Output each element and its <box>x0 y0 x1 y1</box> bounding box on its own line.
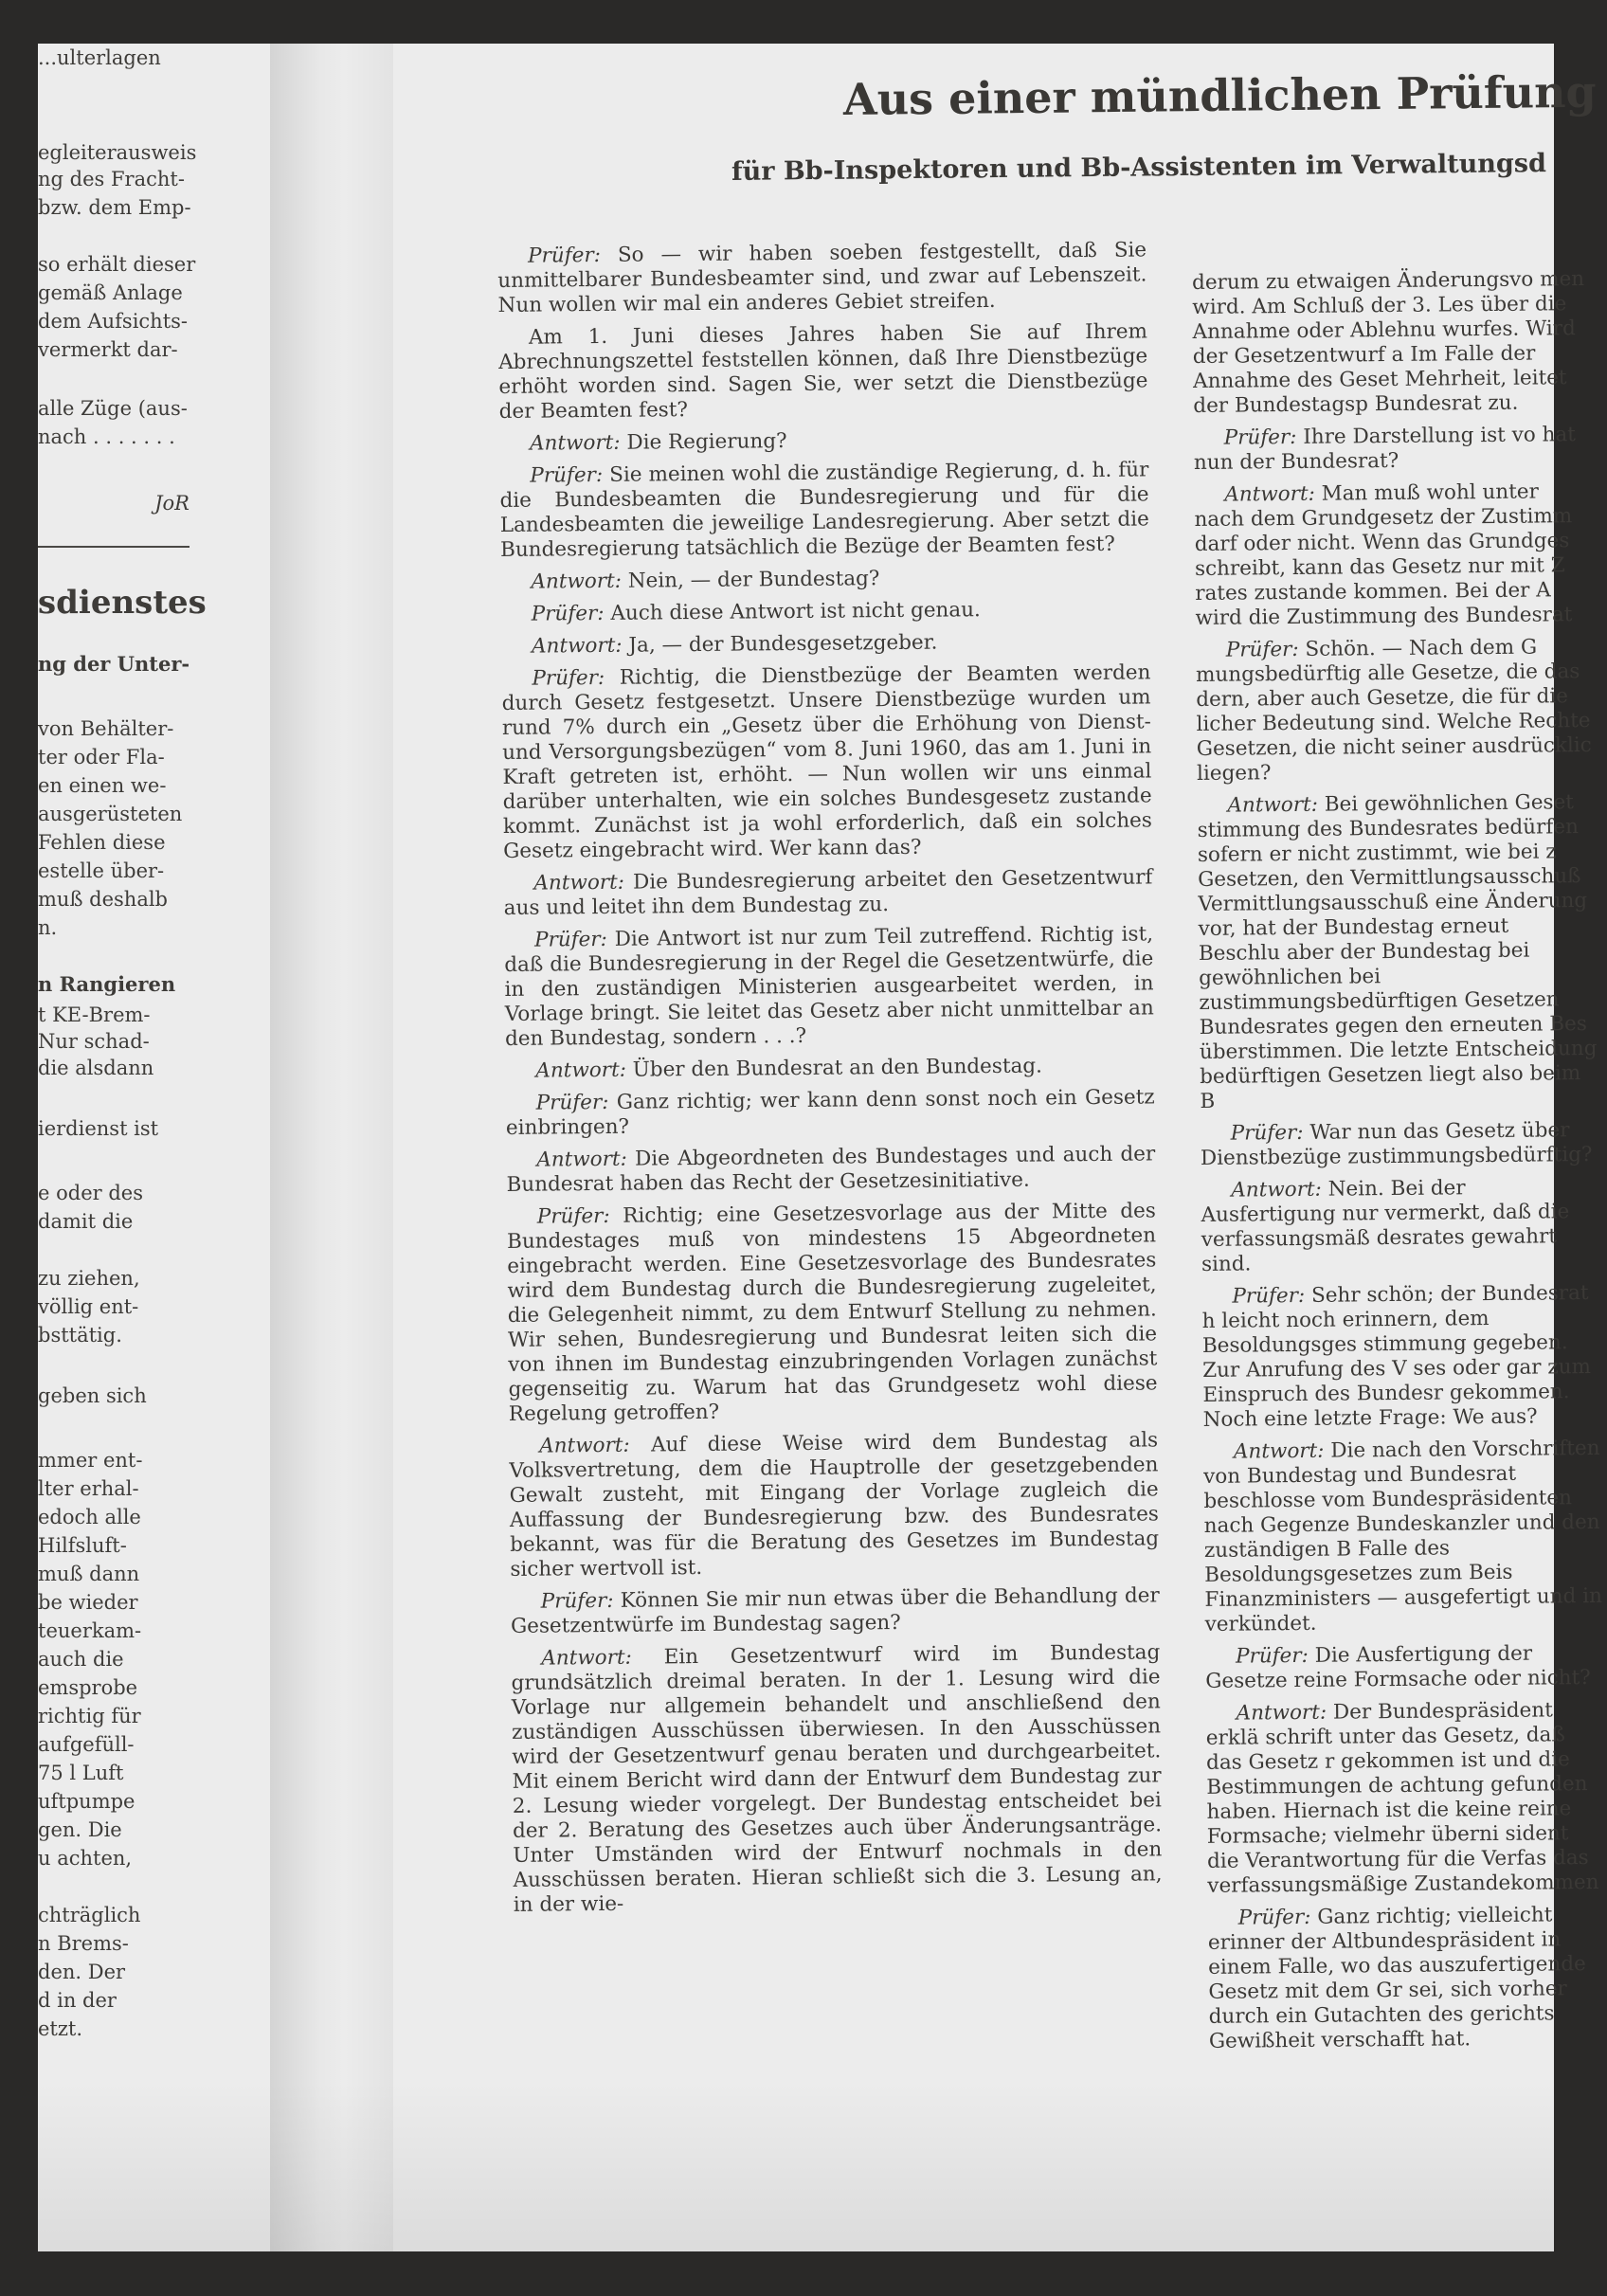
left-page-line: ter oder Fla- <box>38 746 165 768</box>
paragraph-text: Die Bundesregierung arbeitet den Gesetzentwurf aus und leitet ihn dem Bundestag zu. <box>503 865 1153 920</box>
left-page-line: estelle über- <box>38 859 165 882</box>
left-page-line: d in der <box>38 1989 117 2012</box>
left-page-line: auch die <box>38 1648 124 1671</box>
dialogue-paragraph <box>1192 267 1591 419</box>
paragraph-text: Ihre Darstellung ist vo hat nun der Bundesrat? <box>1193 423 1576 475</box>
paragraph-text: Richtig, die Dienstbezüge der Beamten werden durch Gesetz festgesetzt. Unsere Dienstbezüge wurden um rund 7% durch ein „Gesetz über die Erhöhung von Dienst- und Versorgungsbezügen“ vom 8. Juni 1960, das am 1. Juni in Kraft getreten ist, erhöht. — Nun wollen wir uns einmal darüber unterhalten, wie ein solches Bundesgesetz zustande kommt. Zunächst ist ja wohl erforderlich, daß ein solches Gesetz eingebracht wird. Wer kann das? <box>501 660 1152 863</box>
paragraph-text: Sehr schön; der Bundesrat h leicht noch erinnern, dem Besoldungsges stimmung gegeben. Zur Anrufung des V ses oder gar zum Einspruch des Bundesr gekommen. Noch eine letzte Frage: We aus? <box>1201 1281 1592 1432</box>
speaker-label: Antwort: <box>1231 1177 1322 1202</box>
paragraph-text: derum zu etwaigen Änderungsvo men wird. Am Schluß der 3. Les über die Annahme oder Ablehnu wurfes. Wird der Gesetzentwurf a Im Falle der Annahme des Geset Mehrheit, leitet der Bundestagsp Bundesrat zu. <box>1192 267 1585 418</box>
left-page-line: ierdienst ist <box>38 1117 159 1140</box>
left-page-column <box>38 44 258 2251</box>
speaker-label: Prüfer: <box>531 601 605 626</box>
left-page-line: t KE-Brem- <box>38 1003 151 1026</box>
left-page-line: chträglich <box>38 1904 141 1926</box>
paragraph-text: Man muß wohl unter nach dem Grundgesetz der Zustimm darf oder nicht. Wenn das Grundges schreibt, kann das Gesetz nur mit Z rates zustande kommen. Bei der A wird die Zustimmung des Bundesrat <box>1194 479 1573 630</box>
left-page-line: aufgefüll- <box>38 1733 135 1756</box>
left-page-line: be wieder <box>38 1591 138 1614</box>
speaker-label: Antwort: <box>531 569 623 594</box>
left-page-line: 75 l Luft <box>38 1762 124 1784</box>
speaker-label: Antwort: <box>536 1147 627 1172</box>
paragraph-text: Können Sie mir nun etwas über die Behandlung der Gesetzentwürfe im Bundestag sagen? <box>510 1583 1160 1638</box>
dialogue-paragraph <box>1201 1175 1599 1277</box>
left-page-line: alle Züge (aus- <box>38 397 188 420</box>
paragraph-text: So — wir haben soeben festgestellt, daß Sie unmittelbarer Bundesbeamter sind, und zwar auf Lebenszeit. Nun wollen wir mal ein anderes Gebiet streifen. <box>497 238 1147 317</box>
dialogue-paragraph <box>497 238 1147 318</box>
left-page-line: ng der Unter- <box>38 652 190 676</box>
speaker-label: Prüfer: <box>1232 1283 1306 1309</box>
dialogue-paragraph <box>1196 635 1595 786</box>
left-page-line: nach . . . . . . . <box>38 425 175 448</box>
dialogue-paragraph <box>501 660 1152 864</box>
speaker-label: Prüfer: <box>540 1588 614 1614</box>
left-page-line: vermerkt dar- <box>38 338 178 361</box>
speaker-label: Antwort: <box>541 1645 632 1671</box>
page-fold-shadow <box>270 44 393 2251</box>
left-page-line: e oder des <box>38 1182 143 1204</box>
dialogue-paragraph <box>505 1053 1154 1084</box>
dialogue-paragraph <box>1205 1698 1605 1899</box>
dialogue-paragraph <box>507 1199 1158 1427</box>
dialogue-paragraph <box>504 922 1154 1052</box>
dialogue-paragraph <box>511 1640 1163 1918</box>
left-page-line: dem Aufsichts- <box>38 310 189 333</box>
speaker-label: Antwort: <box>531 633 623 659</box>
dialogue-paragraph <box>501 628 1150 660</box>
speaker-label: Prüfer: <box>536 1203 610 1229</box>
left-page-line: so erhält dieser <box>38 253 196 276</box>
speaker-label: Prüfer: <box>532 665 605 691</box>
paragraph-text: Über den Bundesrat an den Bundestag. <box>632 1054 1043 1082</box>
paragraph-text: Die nach den Vorschriften von Bundestag und Bundesrat beschlosse vom Bundespräsidenten nach Gegenze Bundeskanzler und den zuständigen B Falle des Besoldungsgesetzes zum Beis Finanzministers — ausgefertigt und in verkündet. <box>1203 1436 1602 1636</box>
dialogue-paragraph <box>501 596 1150 627</box>
left-page-line: zu ziehen, <box>38 1267 140 1290</box>
speaker-label: Prüfer: <box>1225 637 1299 662</box>
paragraph-text: Bei gewöhnlichen Geset stimmung des Bundesrates bedürfen sofern er nicht zustimmt, wie bei z Gesetzen, den Vermittlungsausschuß Vermittlungsausschuß eine Änderung vor, hat der Bundestag erneut Beschlu aber der Bundestag bei gewöhnlichen bei zustimmungsbedürftigen Gesetzen Bundesrates gegen den erneuten Bes überstimmen. Die letzte Entscheidung bedürftigen Gesetzen liegt also beim B <box>1197 790 1598 1113</box>
speaker-label: Prüfer: <box>533 927 607 952</box>
dialogue-paragraph <box>1205 1641 1603 1694</box>
dialogue-paragraph <box>506 1085 1155 1141</box>
dialogue-paragraph <box>1201 1281 1600 1433</box>
dialogue-paragraph <box>499 425 1148 457</box>
dialogue-paragraph <box>511 1583 1160 1639</box>
paragraph-text: Nein. Bei der Ausfertigung nur vermerkt, daß die verfassungsmäß desrates gewahrt sind. <box>1201 1176 1570 1276</box>
dialogue-paragraph <box>1201 1118 1598 1171</box>
dialogue-paragraph <box>1208 1903 1607 2054</box>
left-page-line: Hilfsluft- <box>38 1534 127 1557</box>
left-page-line: JoR <box>154 492 190 515</box>
left-page-line: n Rangieren <box>38 972 176 996</box>
left-page-line: die alsdann <box>38 1057 154 1079</box>
dialogue-paragraph <box>509 1428 1159 1582</box>
paragraph-text: War nun das Gesetz über Dienstbezüge zustimmungsbedürftig? <box>1200 1118 1593 1170</box>
newspaper-page <box>38 44 1602 2251</box>
paragraph-text: Richtig; eine Gesetzesvorlage aus der Mitte des Bundestages muß von mindestens 15 Abgeordneten eingebracht werden. Eine Gesetzesvorlage des Bundesrates wird dem Bundestag durch die Bundesregierung zugeleitet, die Gelegenheit nimmt, zu dem Entwurf Stellung zu nehmen. Wir sehen, Bundesregierung und Bundesrat leiten sich die von ihnen im Bundestag einzubringenden Vorlagen zunächst gegenseitig zu. Warum hat das Grundgesetz wohl diese Regelung getroffen? <box>506 1199 1158 1426</box>
paragraph-text: Sie meinen wohl die zuständige Regierung, d. h. für die Bundesbeamten die Bundesregierung und für die Landesbeamten die jeweilige Landesregierung. Aber setzt die Bundesregierung tatsächlich die Bezüge der Beamten fest? <box>499 458 1149 562</box>
left-page-line: gen. Die <box>38 1818 122 1841</box>
speaker-label: Prüfer: <box>1235 1643 1309 1669</box>
speaker-label: Antwort: <box>535 1058 627 1083</box>
left-page-line: sdienstes <box>38 584 207 622</box>
column-divider-rule <box>38 546 190 548</box>
left-page-line: ng des Fracht- <box>38 168 185 190</box>
left-page-line: emsprobe <box>38 1676 138 1699</box>
paragraph-text: Die Abgeordneten des Bundestages und auch der Bundesrat haben das Recht der Gesetzesinitiative. <box>506 1142 1156 1197</box>
left-page-line: den. Der <box>38 1961 126 1983</box>
paragraph-text: Schön. — Nach dem G mungsbedürftig alle Gesetze, die das dern, aber auch Gesetze, die für die licher Bedeutung sind. Welche Rechte Gesetzen, die nicht seiner ausdrücklic liegen? <box>1195 635 1592 786</box>
left-page-line: n. <box>38 916 58 939</box>
paragraph-text: Ganz richtig; wer kann denn sonst noch ein Gesetz einbringen? <box>505 1085 1155 1140</box>
speaker-label: Prüfer: <box>1223 425 1297 450</box>
left-page-line: muß dann <box>38 1563 140 1585</box>
dialogue-paragraph <box>1203 1437 1603 1637</box>
dialogue-paragraph <box>499 458 1149 563</box>
left-page-line: muß deshalb <box>38 888 168 911</box>
speaker-label: Prüfer: <box>527 243 602 268</box>
left-page-line: u achten, <box>38 1847 133 1870</box>
speaker-label: Antwort: <box>1224 481 1315 507</box>
left-page-line: ausgerüsteten <box>38 803 183 825</box>
left-page-line: geben sich <box>38 1384 147 1407</box>
paragraph-text: Ja, — der Bundesgesetzgeber. <box>628 630 938 658</box>
paragraph-text: Die Antwort ist nur zum Teil zutreffend. Richtig ist, daß die Bundesregierung in der Regel die Gesetzentwürfe, die in den zuständigen Ministerien ausgearbeitet werden, in Vorlage bringt. Sie leitet das Gesetz aber nicht unmittelbar an den Bundestag, sondern . . .? <box>504 922 1154 1051</box>
left-page-line: teuerkam- <box>38 1619 142 1642</box>
left-page-line: Fehlen diese <box>38 831 166 854</box>
left-page-line: damit die <box>38 1210 134 1233</box>
left-page-line: von Behälter- <box>38 717 174 740</box>
article-column-right <box>1192 267 1607 2062</box>
speaker-label: Prüfer: <box>1230 1120 1304 1146</box>
paragraph-text: Nein, — der Bundestag? <box>627 567 880 593</box>
dialogue-paragraph <box>1194 423 1592 476</box>
article-title: Aus einer mündlichen Prüfung <box>842 65 1597 125</box>
left-page-line: Nur schad- <box>38 1030 150 1053</box>
left-page-line: en einen we- <box>38 774 167 797</box>
speaker-label: Antwort: <box>529 430 621 456</box>
paragraph-text: Die Ausfertigung der Gesetze reine Formsache oder nicht? <box>1205 1641 1591 1693</box>
paragraph-text: Ganz richtig; vielleicht erinner der Altbundespräsident in einem Falle, wo das auszufertigende Gesetz mit dem Gr sei, sich vorher durch ein Gutachten des gerichts Gewißheit verschafft hat. <box>1207 1903 1586 2053</box>
paragraph-text: Die Regierung? <box>626 429 787 455</box>
speaker-label: Antwort: <box>1227 792 1319 818</box>
page-bottom-shade <box>38 2081 1554 2251</box>
paragraph-text: Auf diese Weise wird dem Bundestag als Volksvertretung, dem die Hauptrolle der gesetzgebenden Gewalt zusteht, mit Eingang der Vorlage zugleich die Auffassung der Bundesregierung bzw. des Bundesrates bekannt, was für die Beratung des Gesetzes im Bundestag sicher wertvoll ist. <box>509 1428 1160 1582</box>
speaker-label: Prüfer: <box>530 462 604 488</box>
left-page-line: n Brems- <box>38 1932 129 1955</box>
dialogue-paragraph <box>506 1142 1155 1198</box>
left-page-line: mmer ent- <box>38 1449 143 1472</box>
article-column-middle <box>497 238 1163 1925</box>
dialogue-paragraph <box>1194 479 1593 631</box>
left-page-line: edoch alle <box>38 1506 141 1528</box>
speaker-label: Antwort: <box>533 870 625 895</box>
paragraph-text: Auch diese Antwort ist nicht genau. <box>610 598 981 625</box>
dialogue-paragraph <box>498 319 1148 425</box>
left-page-line: bsttätig. <box>38 1324 122 1347</box>
left-page-line: lter erhal- <box>38 1477 139 1500</box>
dialogue-paragraph <box>1197 790 1598 1114</box>
speaker-label: Prüfer: <box>1237 1905 1311 1930</box>
speaker-label: Antwort: <box>1236 1700 1327 1726</box>
paragraph-text: Am 1. Juni dieses Jahres haben Sie auf Ihrem Abrechnungszettel feststellen können, daß Ihre Dienstbezüge erhöht worden sind. Sagen Sie, wer setzt die Dienstbezüge der Beamten fest? <box>498 319 1148 424</box>
paragraph-text: Der Bundespräsident erklä schrift unter das Gesetz, daß das Gesetz r gekommen ist und die Bestimmungen de achtung gefunden haben. Hiernach ist die keine reine Formsache; vielmehr überni sident die Verantwortung für die Verfas das verfassungsmäßige Zustandekommen <box>1205 1698 1599 1898</box>
dialogue-paragraph <box>500 564 1149 595</box>
left-page-line: gemäß Anlage <box>38 281 183 304</box>
article-subtitle: für Bb-Inspektoren und Bb-Assistenten im Verwaltungsd <box>731 148 1547 187</box>
left-page-line: etzt. <box>38 2017 83 2040</box>
paragraph-text: Ein Gesetzentwurf wird im Bundestag grundsätzlich dreimal beraten. In der 1. Lesung wird die Vorlage nur allgemein behandelt und anschließend den zuständigen Ausschüssen überwiesen. In den Ausschüssen wird der Gesetzentwurf genau beraten und durchgearbeitet. Mit einem Bericht wird dann der Entwurf dem Bundestag zur 2. Lesung wieder vorgelegt. Der Bundestag entscheidet bei der 2. Beratung des Gesetzes auch über Änderungsanträge. Unter Umständen wird der Entwurf nochmals in den Ausschüssen beraten. Hieran schließt sich die 3. Lesung an, in der wie- <box>511 1640 1163 1917</box>
left-page-line: richtig für <box>38 1705 141 1727</box>
left-page-line: völlig ent- <box>38 1295 139 1318</box>
speaker-label: Prüfer: <box>535 1090 609 1115</box>
left-page-line: ...ulterlagen <box>38 46 161 69</box>
speaker-label: Antwort: <box>1233 1438 1325 1464</box>
left-page-line: egleiterausweis <box>38 141 197 164</box>
speaker-label: Antwort: <box>539 1433 630 1458</box>
left-page-line: bzw. dem Emp- <box>38 196 191 219</box>
dialogue-paragraph <box>503 865 1152 921</box>
left-page-line: uftpumpe <box>38 1790 135 1813</box>
